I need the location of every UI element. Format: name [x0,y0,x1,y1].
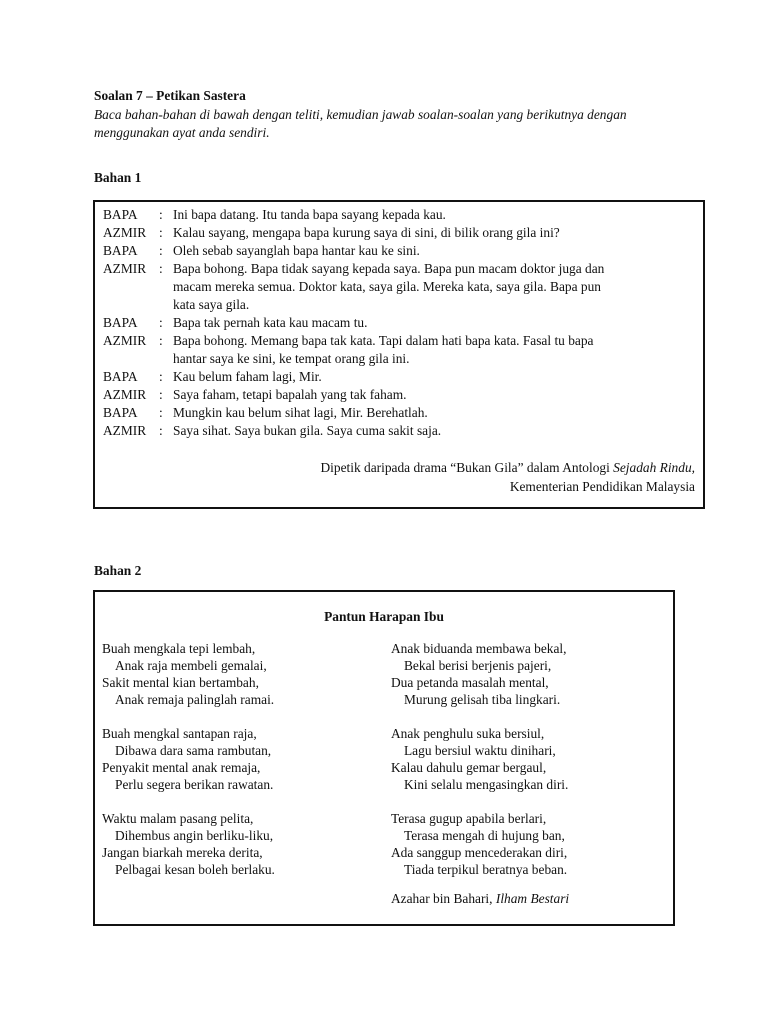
speaker-name: AZMIR [103,261,147,276]
speaker-colon: : [159,261,163,276]
poem-line: Terasa gugup apabila berlari, [391,811,547,826]
bahan1-label: Bahan 1 [94,170,142,185]
poem-line: Waktu malam pasang pelita, [102,811,254,826]
speaker-name: AZMIR [103,333,147,348]
poem-line: Buah mengkal santapan raja, [102,726,257,741]
speaker-colon: : [159,387,163,402]
speaker-colon: : [159,369,163,384]
source-prefix: Dipetik daripada drama “Bukan Gila” dalam Antologi [320,460,614,475]
speaker-name: BAPA [103,315,138,330]
dialog-text: Bapa bohong. Memang bapa tak kata. Tapi dalam hati bapa kata. Fasal tu bapa [173,333,594,348]
poem-line: Perlu segera berikan rawatan. [115,777,274,792]
poem-title: Pantun Harapan Ibu [324,609,444,624]
stanza-gap [391,708,568,725]
poem-line: Sakit mental kian bertambah, [102,675,259,690]
stanza-gap [102,708,275,725]
bahan2-label: Bahan 2 [94,563,142,578]
dialog-text: Oleh sebab sayanglah bapa hantar kau ke sini. [173,243,420,258]
speaker-colon: : [159,333,163,348]
poem-line: Jangan biarkah mereka derita, [102,845,263,860]
instruction-text: Baca bahan-bahan di bawah dengan teliti, kemudian jawab soalan-soalan yang berikutnya dengan menggunakan ayat anda sendiri. [94,107,627,140]
dialog-text: hantar saya ke sini, ke tempat orang gila ini. [173,351,410,366]
question-title: Soalan 7 – Petikan Sastera [94,88,246,103]
speaker-name: BAPA [103,369,138,384]
speaker-colon: : [159,315,163,330]
poem-line: Lagu bersiul waktu dinihari, [404,743,556,758]
poem-line: Murung gelisah tiba lingkari. [404,692,561,707]
poem-attribution [391,891,569,907]
poem-line: Tiada terpikul beratnya beban. [404,862,568,877]
poem-line: Anak remaja palinglah ramai. [115,692,275,707]
poem-line: Kini selalu mengasingkan diri. [404,777,569,792]
stanza-gap [391,793,568,810]
speaker-colon: : [159,225,163,240]
source-book: Sejadah Rindu, [613,460,695,475]
poem-line: Bekal berisi berjenis pajeri, [404,658,552,673]
bahan1-box [93,200,705,509]
speaker-name: BAPA [103,207,138,222]
poem-line: Terasa mengah di hujung ban, [404,828,565,843]
stanza-gap [102,793,275,810]
speaker-name: BAPA [103,243,138,258]
poem-line: Anak raja membeli gemalai, [115,658,267,673]
poem-line: Dihembus angin berliku-liku, [115,828,274,843]
dialog-text: macam mereka semua. Doktor kata, saya gila. Mereka kata, saya gila. Bapa pun [173,279,601,294]
dialog-text: Saya sihat. Saya bukan gila. Saya cuma sakit saja. [173,423,442,438]
speaker-colon: : [159,423,163,438]
dialog-text: Kau belum faham lagi, Mir. [173,369,322,384]
dialog-text: Saya faham, tetapi bapalah yang tak faham. [173,387,407,402]
poem-left-column [102,640,275,878]
speaker-colon: : [159,207,163,222]
attribution-author: Azahar bin Bahari, [391,891,496,906]
dialog-text: kata saya gila. [173,297,250,312]
speaker-name: BAPA [103,405,138,420]
bahan1-source [321,458,695,496]
speaker-colon: : [159,243,163,258]
dialog-text: Mungkin kau belum sihat lagi, Mir. Berehatlah. [173,405,428,420]
poem-line: Dibawa dara sama rambutan, [115,743,272,758]
dialog-text: Ini bapa datang. Itu tanda bapa sayang kepada kau. [173,207,446,222]
speaker-name: AZMIR [103,387,147,402]
poem-line: Kalau dahulu gemar bergaul, [391,760,547,775]
speaker-colon: : [159,405,163,420]
dialog-text: Bapa tak pernah kata kau macam tu. [173,315,368,330]
speaker-name: AZMIR [103,423,147,438]
source-publisher: Kementerian Pendidikan Malaysia [509,479,695,494]
poem-line: Buah mengkala tepi lembah, [102,641,256,656]
dialog-text: Bapa bohong. Bapa tidak sayang kepada saya. Bapa pun macam doktor juga dan [173,261,605,276]
speaker-name: AZMIR [103,225,147,240]
poem-line: Anak penghulu suka bersiul, [391,726,545,741]
bahan2-box [93,590,675,926]
poem-line: Ada sanggup mencederakan diri, [391,845,568,860]
poem-line: Anak biduanda membawa bekal, [391,641,567,656]
attribution-book: Ilham Bestari [495,891,570,906]
poem-right-column [391,640,568,878]
poem-line: Dua petanda masalah mental, [391,675,549,690]
dialog-text: Kalau sayang, mengapa bapa kurung saya di sini, di bilik orang gila ini? [173,225,560,240]
poem-line: Penyakit mental anak remaja, [102,760,261,775]
poem-line: Pelbagai kesan boleh berlaku. [115,862,275,877]
